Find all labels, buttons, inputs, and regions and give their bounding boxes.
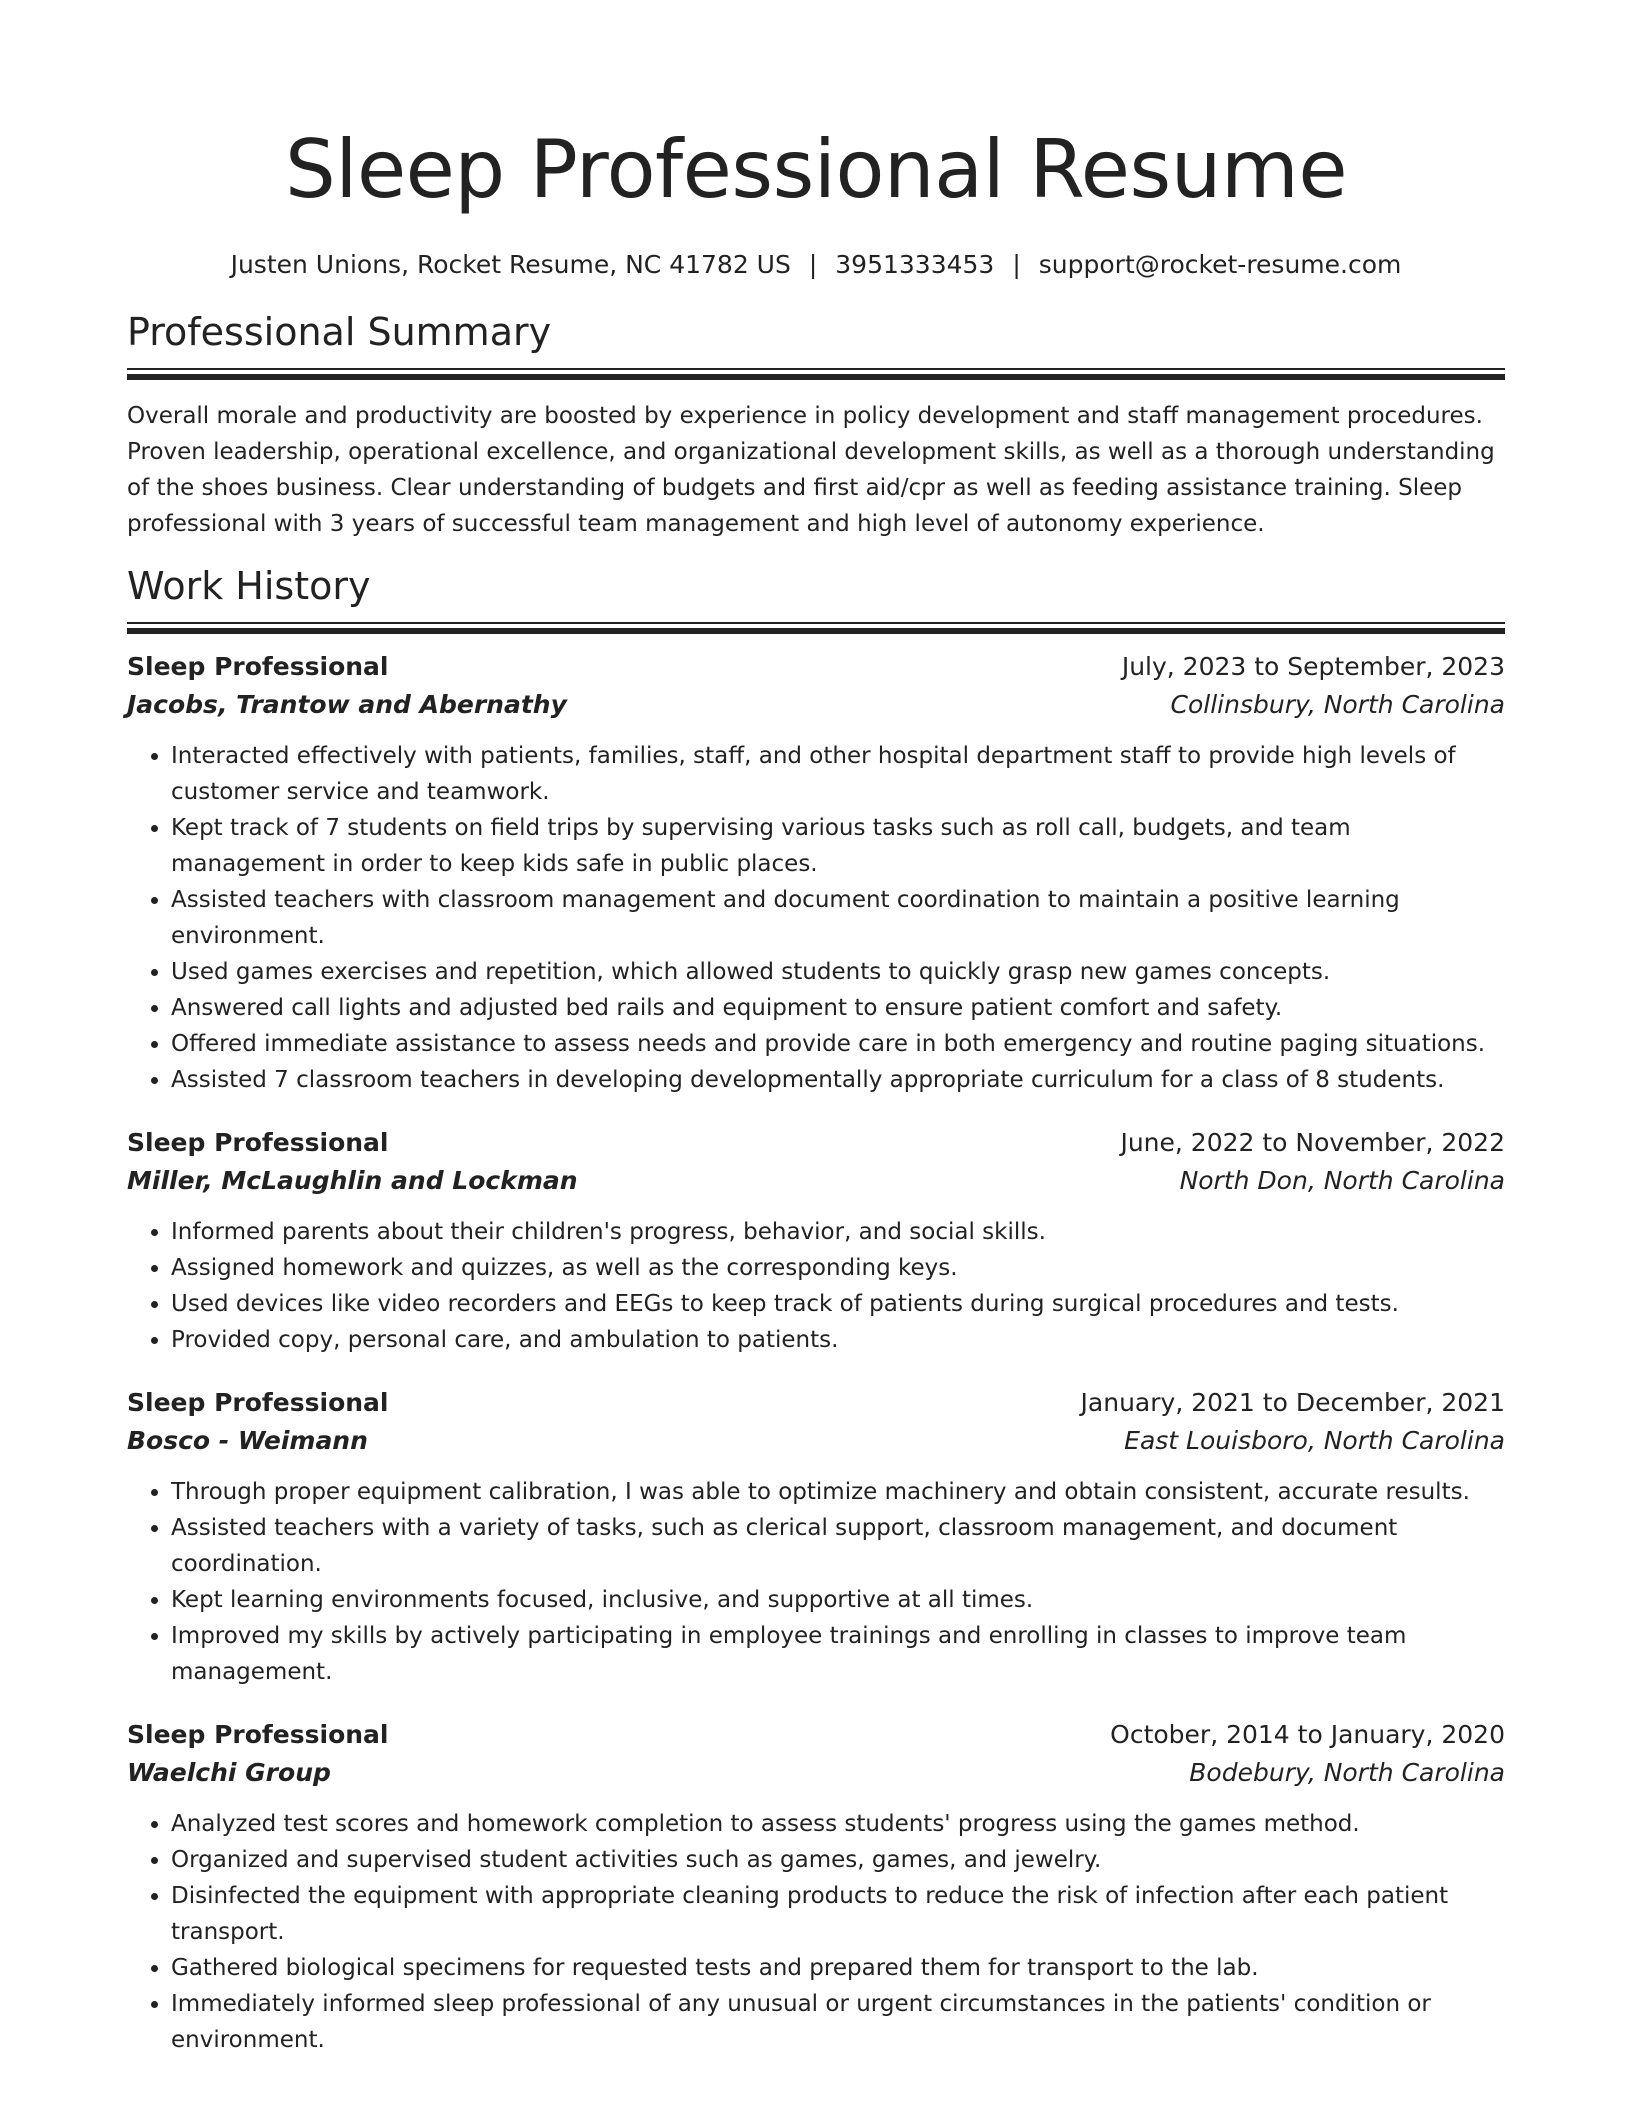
contact-address: Justen Unions, Rocket Resume, NC 41782 US <box>230 250 791 279</box>
divider-thick-line <box>127 374 1505 380</box>
job-entry <box>127 648 1505 1098</box>
job-dates: October, 2014 to January, 2020 <box>1110 1720 1505 1749</box>
job-entry <box>127 1384 1505 1690</box>
page-title: Sleep Professional Resume <box>284 123 1348 216</box>
job-bullet: • Assisted teachers with a variety of tasks, such as clerical support, classroom management, and document coordination. <box>171 1510 1505 1582</box>
job-bullet: • Analyzed test scores and homework completion to assess students' progress using the games method. <box>171 1806 1505 1842</box>
job-bullet: • Assigned homework and quizzes, as well as the corresponding keys. <box>171 1250 1505 1286</box>
job-header-row <box>127 648 1505 686</box>
job-company: Miller, McLaughlin and Lockman <box>127 1166 578 1195</box>
professional-summary-section <box>127 308 1505 542</box>
job-header-row <box>127 1384 1505 1422</box>
job-bullet: • Provided copy, personal care, and ambulation to patients. <box>171 1322 1505 1358</box>
job-bullet: • Interacted effectively with patients, families, staff, and other hospital department staff to provide high levels of customer service and teamwork. <box>171 738 1505 810</box>
section-divider <box>127 622 1505 634</box>
job-company-row <box>127 1754 1505 1792</box>
job-location: North Don, North Carolina <box>1179 1166 1505 1195</box>
section-divider <box>127 368 1505 380</box>
job-company-row <box>127 686 1505 724</box>
job-bullet: • Through proper equipment calibration, I was able to optimize machinery and obtain consistent, accurate results. <box>171 1474 1505 1510</box>
contact-line <box>127 248 1505 282</box>
job-bullet: • Organized and supervised student activities such as games, games, and jewelry. <box>171 1842 1505 1878</box>
job-bullet: • Answered call lights and adjusted bed rails and equipment to ensure patient comfort and safety. <box>171 990 1505 1026</box>
job-header-row <box>127 1716 1505 1754</box>
job-dates: July, 2023 to September, 2023 <box>1121 652 1505 681</box>
contact-separator: | <box>1012 250 1021 279</box>
job-bullet: • Immediately informed sleep professional of any unusual or urgent circumstances in the patients' condition or environment. <box>171 1986 1505 2058</box>
job-title: Sleep Professional <box>127 1720 389 1749</box>
job-bullet: • Offered immediate assistance to assess needs and provide care in both emergency and routine paging situations. <box>171 1026 1505 1062</box>
job-title: Sleep Professional <box>127 652 389 681</box>
job-bullet: • Kept track of 7 students on field trips by supervising various tasks such as roll call, budgets, and team management in order to keep kids safe in public places. <box>171 810 1505 882</box>
job-bullet: • Kept learning environments focused, inclusive, and supportive at all times. <box>171 1582 1505 1618</box>
divider-thin-line <box>127 622 1505 624</box>
job-bullet: • Assisted teachers with classroom management and document coordination to maintain a positive learning environment. <box>171 882 1505 954</box>
job-company: Jacobs, Trantow and Abernathy <box>127 690 567 719</box>
job-bullet: • Used devices like video recorders and EEGs to keep track of patients during surgical procedures and tests. <box>171 1286 1505 1322</box>
job-dates: June, 2022 to November, 2022 <box>1120 1128 1505 1157</box>
job-bullet: • Informed parents about their children's progress, behavior, and social skills. <box>171 1214 1505 1250</box>
job-bullet: • Disinfected the equipment with appropriate cleaning products to reduce the risk of infection after each patient transport. <box>171 1878 1505 1950</box>
job-bullet: • Assisted 7 classroom teachers in developing developmentally appropriate curriculum for a class of 8 students. <box>171 1062 1505 1098</box>
job-bullet: • Gathered biological specimens for requested tests and prepared them for transport to the lab. <box>171 1950 1505 1986</box>
job-bullet: • Used games exercises and repetition, which allowed students to quickly grasp new games concepts. <box>171 954 1505 990</box>
work-history-heading: Work History <box>127 564 371 608</box>
summary-text: Overall morale and productivity are boosted by experience in policy development and staff management procedures. Proven leadership, operational excellence, and organizational development skills, as well as a thorough understanding of the shoes business. Clear understanding of budgets and first aid/cpr as well as feeding assistance training. Sleep professional with 3 years of successful team management and high level of autonomy experience. <box>127 403 1495 537</box>
job-company: Bosco - Weimann <box>127 1426 368 1455</box>
job-header-row <box>127 1124 1505 1162</box>
job-company-row <box>127 1422 1505 1460</box>
work-history-section <box>127 562 1505 2058</box>
job-location: Collinsbury, North Carolina <box>1170 690 1505 719</box>
job-bullet-list <box>127 1214 1505 1358</box>
job-bullet-list <box>127 1806 1505 2058</box>
job-dates: January, 2021 to December, 2021 <box>1080 1388 1505 1417</box>
job-bullet: • Improved my skills by actively participating in employee trainings and enrolling in classes to improve team management. <box>171 1618 1505 1690</box>
job-bullet-list <box>127 738 1505 1098</box>
job-location: East Louisboro, North Carolina <box>1124 1426 1505 1455</box>
job-list <box>127 648 1505 2058</box>
job-entry <box>127 1716 1505 2058</box>
divider-thin-line <box>127 368 1505 370</box>
divider-thick-line <box>127 628 1505 634</box>
job-bullet-list <box>127 1474 1505 1690</box>
contact-separator: | <box>808 250 818 279</box>
summary-heading: Professional Summary <box>127 310 552 354</box>
job-location: Bodebury, North Carolina <box>1189 1758 1505 1787</box>
contact-email: support@rocket-resume.com <box>1038 250 1402 279</box>
job-title: Sleep Professional <box>127 1128 389 1157</box>
job-title: Sleep Professional <box>127 1388 389 1417</box>
contact-phone: 3951333453 <box>835 250 995 279</box>
job-entry <box>127 1124 1505 1358</box>
job-company: Waelchi Group <box>127 1758 331 1787</box>
job-company-row <box>127 1162 1505 1200</box>
